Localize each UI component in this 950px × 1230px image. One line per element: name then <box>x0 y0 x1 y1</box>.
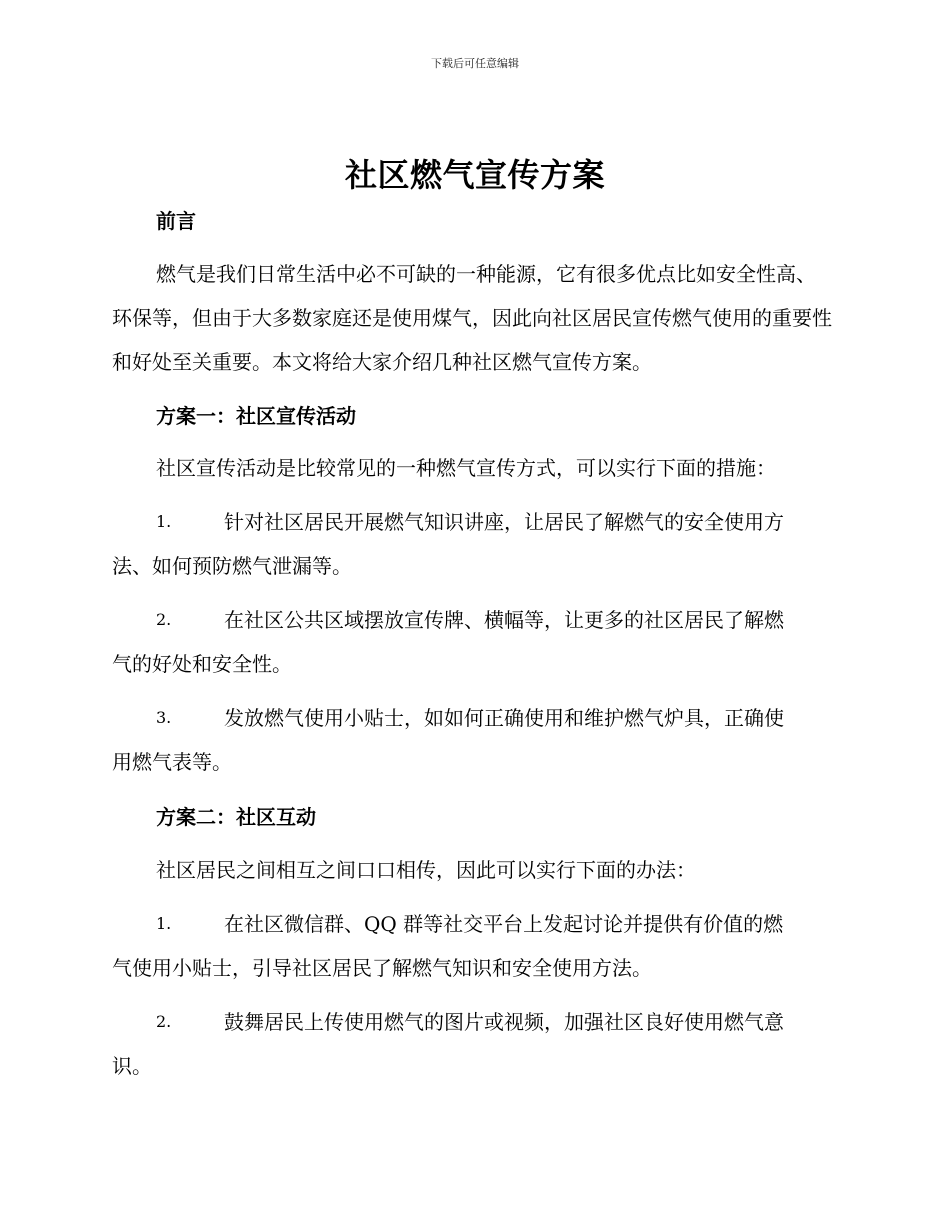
list-text-continued: 用燃气表等。 <box>112 750 232 774</box>
list-text-continued: 气使用小贴士，引导社区居民了解燃气知识和安全使用方法。 <box>112 956 652 980</box>
list-number: 3. <box>156 708 172 727</box>
list-item <box>112 598 832 686</box>
plan1-intro: 社区宣传活动是比较常见的一种燃气宣传方式，可以实行下面的措施： <box>156 456 776 480</box>
document-title: 社区燃气宣传方案 <box>344 156 605 194</box>
list-number: 1. <box>156 914 172 933</box>
list-text-continued: 气的好处和安全性。 <box>112 652 292 676</box>
list-text: 发放燃气使用小贴士，如如何正确使用和维护燃气炉具，正确使 <box>224 706 784 730</box>
header-note: 下载后可任意编辑 <box>431 57 519 70</box>
list-item <box>112 902 832 990</box>
list-item <box>112 696 832 784</box>
preface-heading: 前言 <box>156 209 196 233</box>
list-text: 针对社区居民开展燃气知识讲座，让居民了解燃气的安全使用方 <box>224 510 784 534</box>
list-number: 1. <box>156 512 172 531</box>
list-number: 2. <box>156 610 172 629</box>
list-text-continued: 法、如何预防燃气泄漏等。 <box>112 554 352 578</box>
list-item <box>112 1000 832 1088</box>
plan1-heading: 方案一：社区宣传活动 <box>156 404 356 428</box>
list-text: 鼓舞居民上传使用燃气的图片或视频，加强社区良好使用燃气意 <box>224 1010 784 1034</box>
plan2-heading: 方案二：社区互动 <box>156 805 316 829</box>
list-text: 在社区微信群、QQ 群等社交平台上发起讨论并提供有价值的燃 <box>224 912 784 936</box>
plan2-intro: 社区居民之间相互之间口口相传，因此可以实行下面的办法： <box>156 858 696 882</box>
list-text: 在社区公共区域摆放宣传牌、横幅等，让更多的社区居民了解燃 <box>224 608 784 632</box>
preface-paragraph: 燃气是我们日常生活中必不可缺的一种能源，它有很多优点比如安全性高、环保等，但由于大多数家庭还是使用煤气，因此向社区居民宣传燃气使用的重要性和好处至关重要。本文将给大家介绍几种社区燃气宣传方案。 <box>112 262 832 374</box>
list-text-continued: 识。 <box>112 1054 152 1078</box>
list-item <box>112 500 832 588</box>
list-number: 2. <box>156 1012 172 1031</box>
